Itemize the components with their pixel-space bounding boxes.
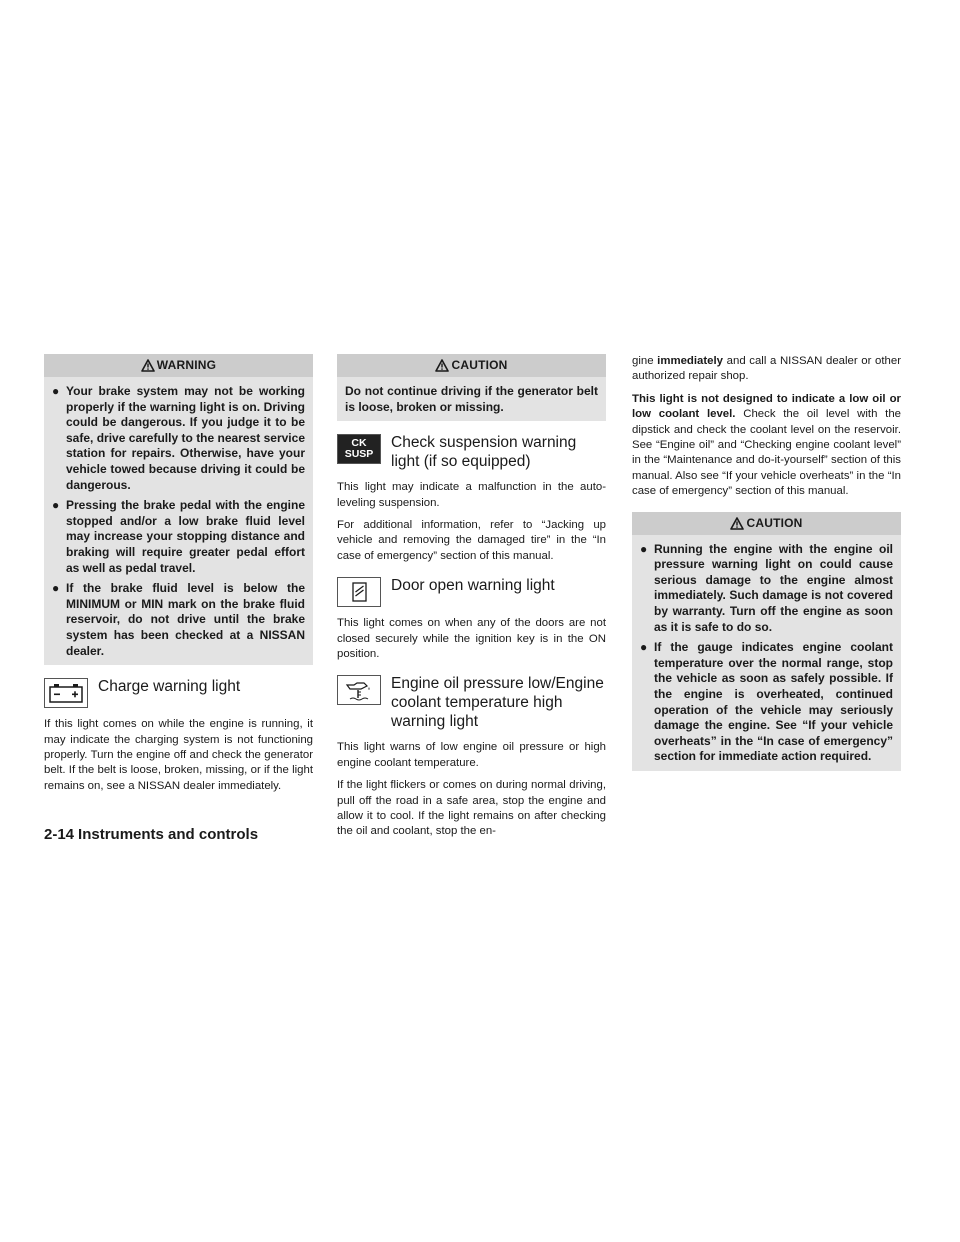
page-number: 2-14 — [44, 826, 75, 843]
bullet-icon: ● — [52, 498, 60, 513]
battery-icon — [44, 678, 88, 708]
charge-title: Charge warning light — [98, 678, 241, 696]
column-middle — [337, 354, 606, 847]
oil-text-1: This light warns of low engine oil pressure or high engine coolant temperature. — [337, 741, 606, 769]
door-title: Door open warning light — [391, 577, 555, 595]
warning-triangle-icon — [730, 517, 744, 530]
ck-susp-icon: CK SUSP — [337, 434, 381, 464]
warning-triangle-icon — [435, 359, 449, 372]
warning-item: ● If the brake fluid level is below the MINIMUM or MIN mark on the brake fluid reservoir, do not drive until the brake system has been checked at a NISSAN dealer. — [52, 581, 305, 658]
door-open-icon — [337, 577, 381, 607]
caution-item: ● If the gauge indicates engine coolant temperature over the normal range, stop the vehicle as soon as safely possible. If the engine is overheated, continued operation of the vehicle may seriously damage the engine. See “If your vehicle overheats” in the “In case of emergency” section for immediate action required. — [640, 640, 893, 764]
warning-title: WARNING — [156, 358, 217, 372]
warning-header — [44, 354, 313, 377]
oil-coolant-icon — [337, 675, 381, 705]
column-left — [44, 354, 313, 801]
bullet-icon: ● — [640, 541, 648, 556]
bullet-icon: ● — [640, 640, 648, 655]
bullet-icon: ● — [52, 384, 60, 398]
warning-box — [44, 354, 313, 665]
caution-header — [337, 354, 606, 377]
warning-item: ● Pressing the brake pedal with the engine stopped and/or a low brake fluid level may increase your stopping distance and braking will require greater pedal effort as well as pedal travel. — [52, 498, 305, 575]
door-text: This light comes on when any of the doors are not closed securely while the ignition key is in the ON position. — [337, 617, 606, 661]
oil-level-note: This light is not designed to indicate a low oil or low coolant level. Check the oil level with the dipstick and check the coolant level on the reservoir. See “Engine oil” and “Checking engine coolant level” in the “Maintenance and do-it-yourself” section of this manual. Also see “If your vehicle overheats” in the “In case of emergency” section of this manual. — [632, 392, 901, 498]
caution-box — [337, 354, 606, 421]
charge-text: If this light comes on while the engine is running, it may indicate the charging system is not functioning properly. Turn the engine off and check the generator belt. If the belt is loose, broken, missing, or if the light remains on, see a NISSAN dealer immediately. — [44, 718, 313, 792]
door-heading — [337, 576, 606, 607]
oil-heading — [337, 674, 606, 731]
suspension-title: Check suspension warning light (if so equipped) — [391, 434, 577, 471]
charge-heading — [44, 677, 313, 708]
oil-continued-text: gine immediately and call a NISSAN dealer or other authorized repair shop. — [632, 355, 902, 383]
warning-item: ● Your brake system may not be working properly if the warning light is on. Driving could be dangerous. If you judge it to be safe, drive carefully to the nearest service station for repairs. Otherwise, have your vehicle towed because driving it could be dangerous. — [52, 384, 305, 492]
page-footer — [44, 826, 258, 843]
oil-title: Engine oil pressure low/Engine coolant temperature high warning light — [391, 675, 604, 731]
warning-triangle-icon — [141, 359, 155, 372]
section-name: Instruments and controls — [78, 826, 259, 843]
bullet-icon: ● — [52, 581, 60, 596]
suspension-text-2: For additional information, refer to “Jacking up vehicle and removing the damaged tire” in the “In case of emergency” section of this manual. — [337, 519, 606, 562]
suspension-heading — [337, 433, 606, 471]
oil-text-2: If the light flickers or comes on during normal driving, pull off the road in a safe area, stop the engine and allow it to cool. If the light remains on after checking the oil and coolant, stop the en- — [337, 779, 606, 838]
suspension-text-1: This light may indicate a malfunction in the auto-leveling suspension. — [337, 481, 606, 509]
caution-header-2 — [632, 512, 901, 535]
caution-title: CAUTION — [451, 358, 508, 372]
caution-text: Do not continue driving if the generator belt is loose, broken or missing. — [345, 384, 598, 414]
caution-item: ● Running the engine with the engine oil pressure warning light on could cause serious damage to the engine almost immediately. Such damage is not covered by warranty. Turn off the engine as soon as it is safe to do so. — [640, 541, 893, 634]
caution-title-2: CAUTION — [746, 515, 803, 530]
caution-box-2 — [632, 512, 901, 771]
column-right — [632, 354, 901, 781]
